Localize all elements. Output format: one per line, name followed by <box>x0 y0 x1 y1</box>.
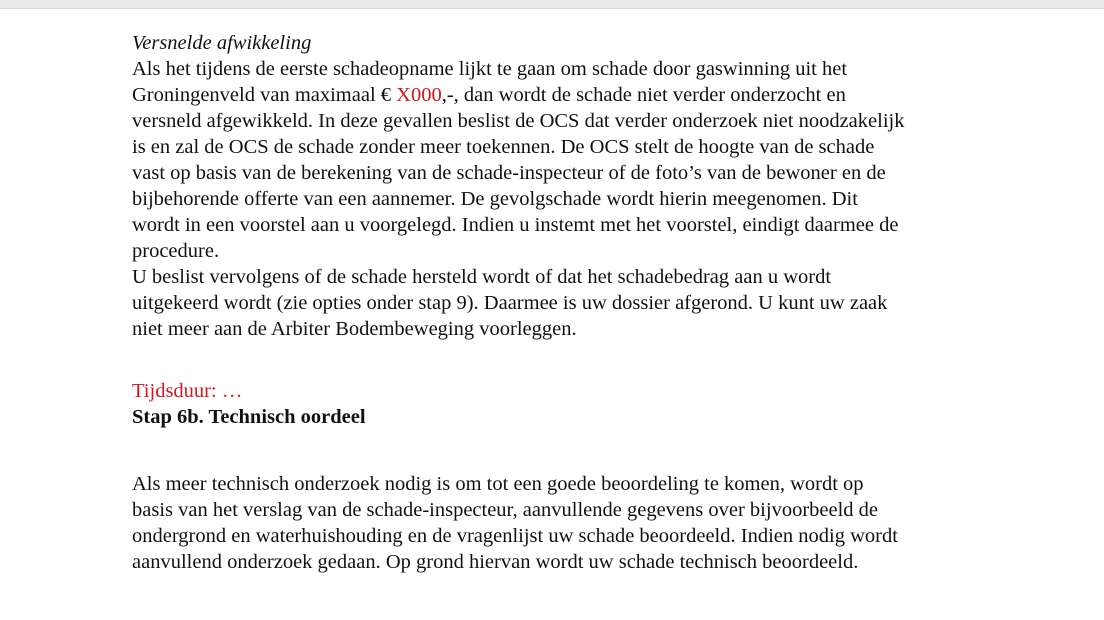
paragraph-line: U beslist vervolgens of de schade hersteld wordt of dat het schadebedrag aan u wordt <box>132 266 832 288</box>
window-top-border <box>0 0 1104 9</box>
step-title: Stap 6b. Technisch oordeel <box>132 406 366 428</box>
paragraph-line: versneld afgewikkeld. In deze gevallen beslist de OCS dat verder onderzoek niet noodzakelijk <box>132 110 905 132</box>
document-body <box>132 30 1032 575</box>
paragraph-versnelde-afwikkeling <box>132 56 1032 264</box>
duration-label: Tijdsduur: … <box>132 380 243 402</box>
paragraph-line: aanvullend onderzoek gedaan. Op grond hiervan wordt uw schade technisch beoordeeld. <box>132 551 859 573</box>
paragraph-line-amount <box>132 82 1032 108</box>
paragraph-vervolg <box>132 264 1032 342</box>
paragraph-line: uitgekeerd wordt (zie opties onder stap 9). Daarmee is uw dossier afgerond. U kunt uw zaak <box>132 292 888 314</box>
paragraph-line: procedure. <box>132 240 220 262</box>
paragraph-line: is en zal de OCS de schade zonder meer toekennen. De OCS stelt de hoogte van de schade <box>132 136 875 158</box>
paragraph-line: ondergrond en waterhuishouding en de vragenlijst uw schade beoordeeld. Indien nodig wordt <box>132 525 898 547</box>
amount-prefix: Groningenveld van maximaal € <box>132 84 397 106</box>
paragraph-line: Als het tijdens de eerste schadeopname lijkt te gaan om schade door gaswinning uit het <box>132 58 848 80</box>
section-heading: Versnelde afwikkeling <box>132 32 312 54</box>
paragraph-line: Als meer technisch onderzoek nodig is om tot een goede beoordeling te komen, wordt op <box>132 473 864 495</box>
paragraph-line: wordt in een voorstel aan u voorgelegd. Indien u instemt met het voorstel, eindigt daarmee de <box>132 214 899 236</box>
paragraph-line: vast op basis van de berekening van de schade-inspecteur of de foto’s van de bewoner en de <box>132 162 886 184</box>
paragraph-line: basis van het verslag van de schade-inspecteur, aanvullende gegevens over bijvoorbeeld de <box>132 499 879 521</box>
spacer <box>132 342 1032 378</box>
amount-suffix: ,-, dan wordt de schade niet verder onderzocht en <box>441 84 846 106</box>
amount-placeholder: X000 <box>396 84 442 106</box>
paragraph-technisch-oordeel <box>132 471 1032 575</box>
spacer <box>132 430 1032 471</box>
paragraph-line: niet meer aan de Arbiter Bodembeweging voorleggen. <box>132 318 577 340</box>
paragraph-line: bijbehorende offerte van een aannemer. De gevolgschade wordt hierin meegenomen. Dit <box>132 188 858 210</box>
